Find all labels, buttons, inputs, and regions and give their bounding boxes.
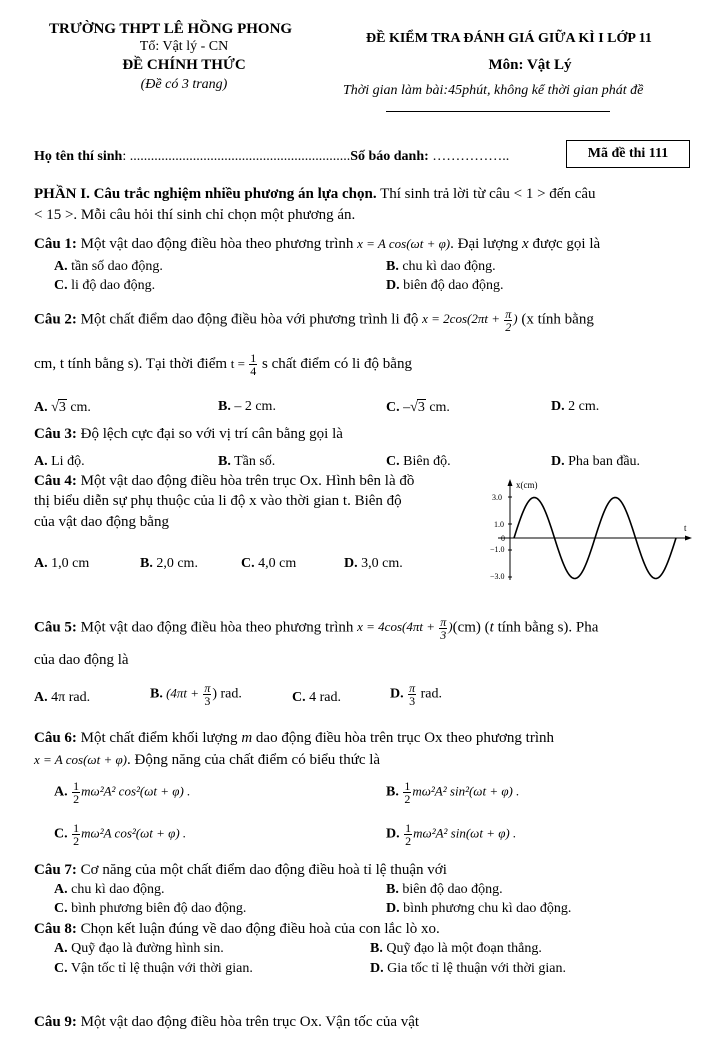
q4-stem-line3: của vật dao động bằng	[34, 514, 169, 530]
q5-text2: tính bằng s). Pha	[493, 619, 599, 636]
department: Tổ: Vật lý - CN	[139, 39, 229, 54]
y-axis-arrow	[508, 479, 513, 486]
q3-text: Độ lệch cực đại so với vị trí cân bằng gọi là	[76, 426, 343, 442]
q1-text2: . Đại lượng	[450, 236, 523, 252]
q6-d-label: D.	[386, 826, 400, 842]
q4-b-label: B.	[140, 556, 153, 571]
q1-b-text: chu kì dao động.	[398, 259, 496, 274]
x-axis-arrow	[685, 536, 692, 541]
q5-option-d[interactable]	[390, 682, 442, 707]
q2-text2: (x tính bằng	[517, 311, 594, 328]
q6-stem-line2	[34, 752, 380, 769]
q5-t: t	[489, 619, 494, 636]
q5-d-fraction	[408, 682, 416, 707]
q5-d-den: 3	[409, 694, 416, 708]
x-axis-label: t	[684, 523, 687, 533]
y-tick-label-1: 1.0	[494, 520, 504, 529]
q7-c-label: C.	[54, 901, 68, 916]
q2-c-label: C.	[386, 400, 400, 415]
q7-option-b[interactable]	[386, 882, 503, 898]
q4-stem-line2: thị biểu diễn sự phụ thuộc của li độ x vào thời gian t. Biên độ	[34, 493, 402, 509]
y-tick-label-neg1: −1.0	[490, 545, 505, 554]
q3-a-text: Li độ.	[47, 454, 85, 469]
q2-stem-line2	[34, 352, 412, 377]
q1-c-text: li độ dao động.	[67, 278, 156, 293]
q1-option-c[interactable]	[54, 278, 155, 294]
q2-line2-b: s chất điểm có li độ bằng	[258, 355, 412, 372]
q5-option-b[interactable]	[150, 682, 242, 707]
q2-c-minus: –	[399, 400, 411, 415]
q1-var: x	[522, 236, 529, 252]
q6-option-c[interactable]	[54, 822, 186, 847]
q1-formula: x = A cos(ωt + φ)	[357, 236, 451, 251]
q9-text: Một vật dao động điều hòa trên trục Ox. Vận tốc của vật	[76, 1014, 420, 1030]
q8-a-label: A.	[54, 941, 68, 956]
q8-option-c[interactable]	[54, 961, 253, 977]
q5-b-a: (4πt +	[162, 685, 203, 701]
part1-title: PHẦN I. Câu trắc nghiệm nhiều phương án lựa chọn.	[34, 186, 377, 202]
part1-instruction: Thí sinh trả lời từ câu < 1 > đến câu	[376, 186, 596, 202]
q3-option-b[interactable]	[218, 454, 275, 470]
student-info-line	[34, 149, 509, 165]
q7-a-text: chu kì dao động.	[67, 882, 165, 897]
q1-stem	[34, 236, 600, 253]
q5-option-c[interactable]	[292, 690, 341, 706]
y-tick-label-3: 3.0	[492, 493, 502, 502]
q3-b-label: B.	[218, 454, 231, 469]
q2-a-label: A.	[34, 400, 48, 415]
q6-label: Câu 6:	[34, 730, 77, 746]
q8-b-text: Quỹ đạo là một đoạn thẳng.	[382, 941, 542, 956]
q5-b-fraction	[203, 682, 211, 707]
q6-d-num: 1	[405, 821, 412, 835]
name-field[interactable]: : ...............................................................	[122, 149, 351, 164]
q5-stem-line2: của dao động là	[34, 652, 129, 668]
q1-option-b[interactable]	[386, 259, 496, 275]
q8-c-text: Vận tốc tỉ lệ thuận với thời gian.	[67, 961, 253, 976]
q4-option-b[interactable]	[140, 556, 198, 572]
q6-c-den: 2	[73, 834, 80, 848]
q5-frac-den: 3	[440, 628, 447, 642]
q7-b-text: biên độ dao động.	[398, 882, 503, 897]
q5-frac-num: π	[440, 615, 447, 629]
y-tick-label-neg3: −3.0	[490, 572, 505, 581]
q5-formula-a: x = 4cos(4πt +	[357, 619, 439, 635]
q7-d-label: D.	[386, 901, 400, 916]
q2-label: Câu 2:	[34, 311, 77, 328]
y-axis-label: x(cm)	[516, 480, 538, 490]
part1-line1	[34, 186, 596, 203]
q2-formula	[422, 307, 518, 334]
exam-code: Mã đề thi 111	[587, 146, 669, 161]
q3-option-c[interactable]	[386, 454, 451, 470]
q6-formula: x = A cos(ωt + φ)	[34, 752, 128, 767]
q4-displacement-graph	[488, 476, 694, 584]
q5-d-num: π	[409, 681, 416, 695]
q6-text3: . Động năng của chất điểm có biểu thức là	[127, 752, 381, 768]
q5-c-text: 4 rad.	[305, 690, 342, 705]
q4-c-text: 4,0 cm	[254, 556, 297, 571]
q3-a-label: A.	[34, 454, 48, 469]
name-label: Họ tên thí sinh	[34, 149, 123, 164]
q2-c-text: cm.	[425, 400, 450, 415]
q4-c-label: C.	[241, 556, 255, 571]
q6-a-label: A.	[54, 784, 68, 800]
q6-a-den: 2	[73, 792, 80, 806]
q2-frac-den: 2	[505, 320, 512, 334]
q5-text: Một vật dao động điều hòa theo phương trình	[76, 619, 358, 636]
q2-t-eq: t =	[230, 355, 249, 371]
q2-option-b[interactable]	[218, 399, 276, 415]
q3-b-text: Tần số.	[230, 454, 276, 469]
q4-d-label: D.	[344, 556, 358, 571]
q8-option-b[interactable]	[370, 941, 542, 957]
q2-fraction	[504, 308, 512, 333]
q6-b-den: 2	[404, 792, 411, 806]
q5-a-text: 4π rad.	[47, 690, 91, 705]
q1-text: Một vật dao động điều hòa theo phương trình	[76, 236, 358, 252]
q2-d-text: 2 cm.	[564, 399, 600, 414]
q6-d-den: 2	[405, 834, 412, 848]
q1-option-d[interactable]	[386, 278, 503, 294]
exam-title: ĐỀ KIỂM TRA ĐÁNH GIÁ GIỮA KÌ I LỚP 11	[366, 31, 652, 46]
q2-frac-num: π	[505, 307, 512, 321]
q2-line2-a: cm, t tính bằng s). Tại thời điểm	[34, 355, 231, 372]
q5-fraction	[439, 616, 447, 641]
q4-a-text: 1,0 cm	[47, 556, 90, 571]
q4-text-1: Một vật dao động điều hòa trên trục Ox. Hình bên là đồ	[76, 473, 415, 489]
q9-stem	[34, 1014, 419, 1031]
header-rule	[386, 111, 610, 112]
q2-text: Một chất điểm dao động điều hòa với phương trình li độ	[76, 311, 423, 328]
q5-c-label: C.	[292, 690, 306, 705]
q5-b-den: 3	[204, 694, 211, 708]
q5-b-label: B.	[150, 686, 163, 702]
q4-stem	[34, 473, 414, 490]
q6-c-label: C.	[54, 826, 68, 842]
school-name: TRƯỜNG THPT LÊ HỒNG PHONG	[49, 21, 293, 37]
q6-c-text: mω²A cos²(ωt + φ) .	[81, 825, 187, 841]
q5-option-a[interactable]	[34, 690, 90, 706]
q6-stem	[34, 730, 554, 747]
q7-option-d[interactable]	[386, 901, 571, 917]
q6-a-text: mω²A² cos²(ωt + φ) .	[81, 783, 191, 799]
q6-c-fraction	[72, 822, 80, 847]
part1-line2: < 15 >. Mỗi câu hỏi thí sinh chỉ chọn một phương án.	[34, 207, 356, 223]
q8-c-label: C.	[54, 961, 68, 976]
q8-option-a[interactable]	[54, 941, 224, 957]
q6-b-num: 1	[404, 779, 411, 793]
q8-label: Câu 8:	[34, 921, 77, 937]
q7-stem	[34, 862, 447, 879]
exam-time: Thời gian làm bài:45phút, không kể thời gian phát đề	[343, 83, 644, 98]
q3-option-d[interactable]	[551, 454, 640, 470]
q3-d-text: Pha ban đầu.	[564, 454, 641, 469]
q1-c-label: C.	[54, 278, 68, 293]
q7-label: Câu 7:	[34, 862, 77, 878]
q3-label: Câu 3:	[34, 426, 77, 442]
q4-option-c[interactable]	[241, 556, 296, 572]
q4-option-a[interactable]	[34, 556, 89, 572]
q6-b-label: B.	[386, 784, 399, 800]
q1-a-text: tần số dao động.	[67, 259, 163, 274]
q1-option-a[interactable]	[54, 259, 163, 275]
official-label: ĐỀ CHÍNH THỨC	[122, 57, 246, 73]
q7-option-c[interactable]	[54, 901, 246, 917]
id-field[interactable]: ……………..	[432, 149, 510, 164]
q6-text: Một chất điểm khối lượng	[76, 730, 242, 746]
q3-stem	[34, 426, 343, 443]
q4-a-label: A.	[34, 556, 48, 571]
q7-text: Cơ năng của một chất điểm dao động điều hoà tỉ lệ thuận với	[76, 862, 447, 878]
q4-d-text: 3,0 cm.	[357, 556, 403, 571]
subject: Môn: Vật Lý	[488, 57, 572, 73]
page-count: (Đề có 3 trang)	[140, 77, 228, 92]
q5-d-text: rad.	[417, 686, 443, 702]
q7-b-label: B.	[386, 882, 399, 897]
q6-c-num: 1	[73, 821, 80, 835]
q2-b-text: – 2 cm.	[230, 399, 276, 414]
q2-c-root: 3	[417, 400, 425, 415]
q6-option-a[interactable]	[54, 780, 190, 805]
q4-option-d[interactable]	[344, 556, 403, 572]
q9-label: Câu 9:	[34, 1014, 77, 1030]
q2-t-den: 4	[250, 364, 257, 378]
q3-option-a[interactable]	[34, 454, 85, 470]
q5-a-label: A.	[34, 690, 48, 705]
q6-text2: dao động điều hòa trên trục Ox theo phương trình	[252, 730, 554, 746]
q5-d-label: D.	[390, 686, 404, 702]
q2-a-root: 3	[58, 400, 66, 415]
q6-d-text: mω²A² sin(ωt + φ) .	[413, 825, 517, 841]
q8-d-label: D.	[370, 961, 384, 976]
q4-b-text: 2,0 cm.	[152, 556, 198, 571]
q1-d-label: D.	[386, 278, 400, 293]
q1-d-text: biên độ dao động.	[399, 278, 504, 293]
q6-b-text: mω²A² sin²(ωt + φ) .	[412, 783, 520, 799]
q1-label: Câu 1:	[34, 236, 77, 252]
q4-label: Câu 4:	[34, 473, 77, 489]
q7-d-text: bình phương chu kì dao động.	[399, 901, 572, 916]
q3-c-text: Biên độ.	[399, 454, 451, 469]
q5-formula-b: )	[448, 619, 453, 635]
q5-formula	[357, 615, 453, 642]
q2-stem	[34, 308, 594, 333]
q2-b-label: B.	[218, 399, 231, 414]
q1-text3: được gọi là	[528, 236, 601, 252]
id-label: Số báo danh:	[350, 149, 433, 164]
q6-a-fraction	[72, 780, 80, 805]
q5-b-b: ) rad.	[212, 686, 242, 702]
q8-a-text: Quỹ đạo là đường hình sin.	[67, 941, 224, 956]
q6-b-fraction	[403, 780, 411, 805]
q8-text: Chọn kết luận đúng về dao động điều hoà của con lắc lò xo.	[76, 921, 440, 937]
q2-option-d[interactable]	[551, 399, 599, 415]
q2-d-label: D.	[551, 399, 565, 414]
q5-unit: (cm) (	[452, 619, 490, 636]
q5-label: Câu 5:	[34, 619, 77, 636]
q7-option-a[interactable]	[54, 882, 164, 898]
q8-b-label: B.	[370, 941, 383, 956]
q3-c-label: C.	[386, 454, 400, 469]
q2-a-text: cm.	[66, 400, 91, 415]
q3-d-label: D.	[551, 454, 565, 469]
q2-formula-b: )	[513, 311, 518, 327]
q2-formula-a: x = 2cos(2πt +	[422, 311, 504, 327]
q8-option-d[interactable]	[370, 961, 566, 977]
q7-c-text: bình phương biên độ dao động.	[67, 901, 247, 916]
q6-d-fraction	[404, 822, 412, 847]
q2-option-a[interactable]: A. √3 cm.	[34, 400, 91, 415]
q6-option-d[interactable]	[386, 822, 516, 847]
y-tick-label-0: 0	[501, 534, 505, 543]
q6-option-b[interactable]	[386, 780, 519, 805]
q2-t-fraction	[249, 352, 257, 377]
q5-stem	[34, 616, 598, 641]
q8-stem	[34, 921, 440, 938]
q1-a-label: A.	[54, 259, 68, 274]
exam-code-box	[566, 140, 690, 168]
q5-b-num: π	[204, 681, 211, 695]
q6-m: m	[241, 730, 253, 746]
q2-option-c[interactable]: C. –√3 cm.	[386, 400, 450, 415]
q1-b-label: B.	[386, 259, 399, 274]
q2-t-num: 1	[250, 351, 257, 365]
q6-a-num: 1	[73, 779, 80, 793]
q8-d-text: Gia tốc tỉ lệ thuận với thời gian.	[383, 961, 567, 976]
q7-a-label: A.	[54, 882, 68, 897]
